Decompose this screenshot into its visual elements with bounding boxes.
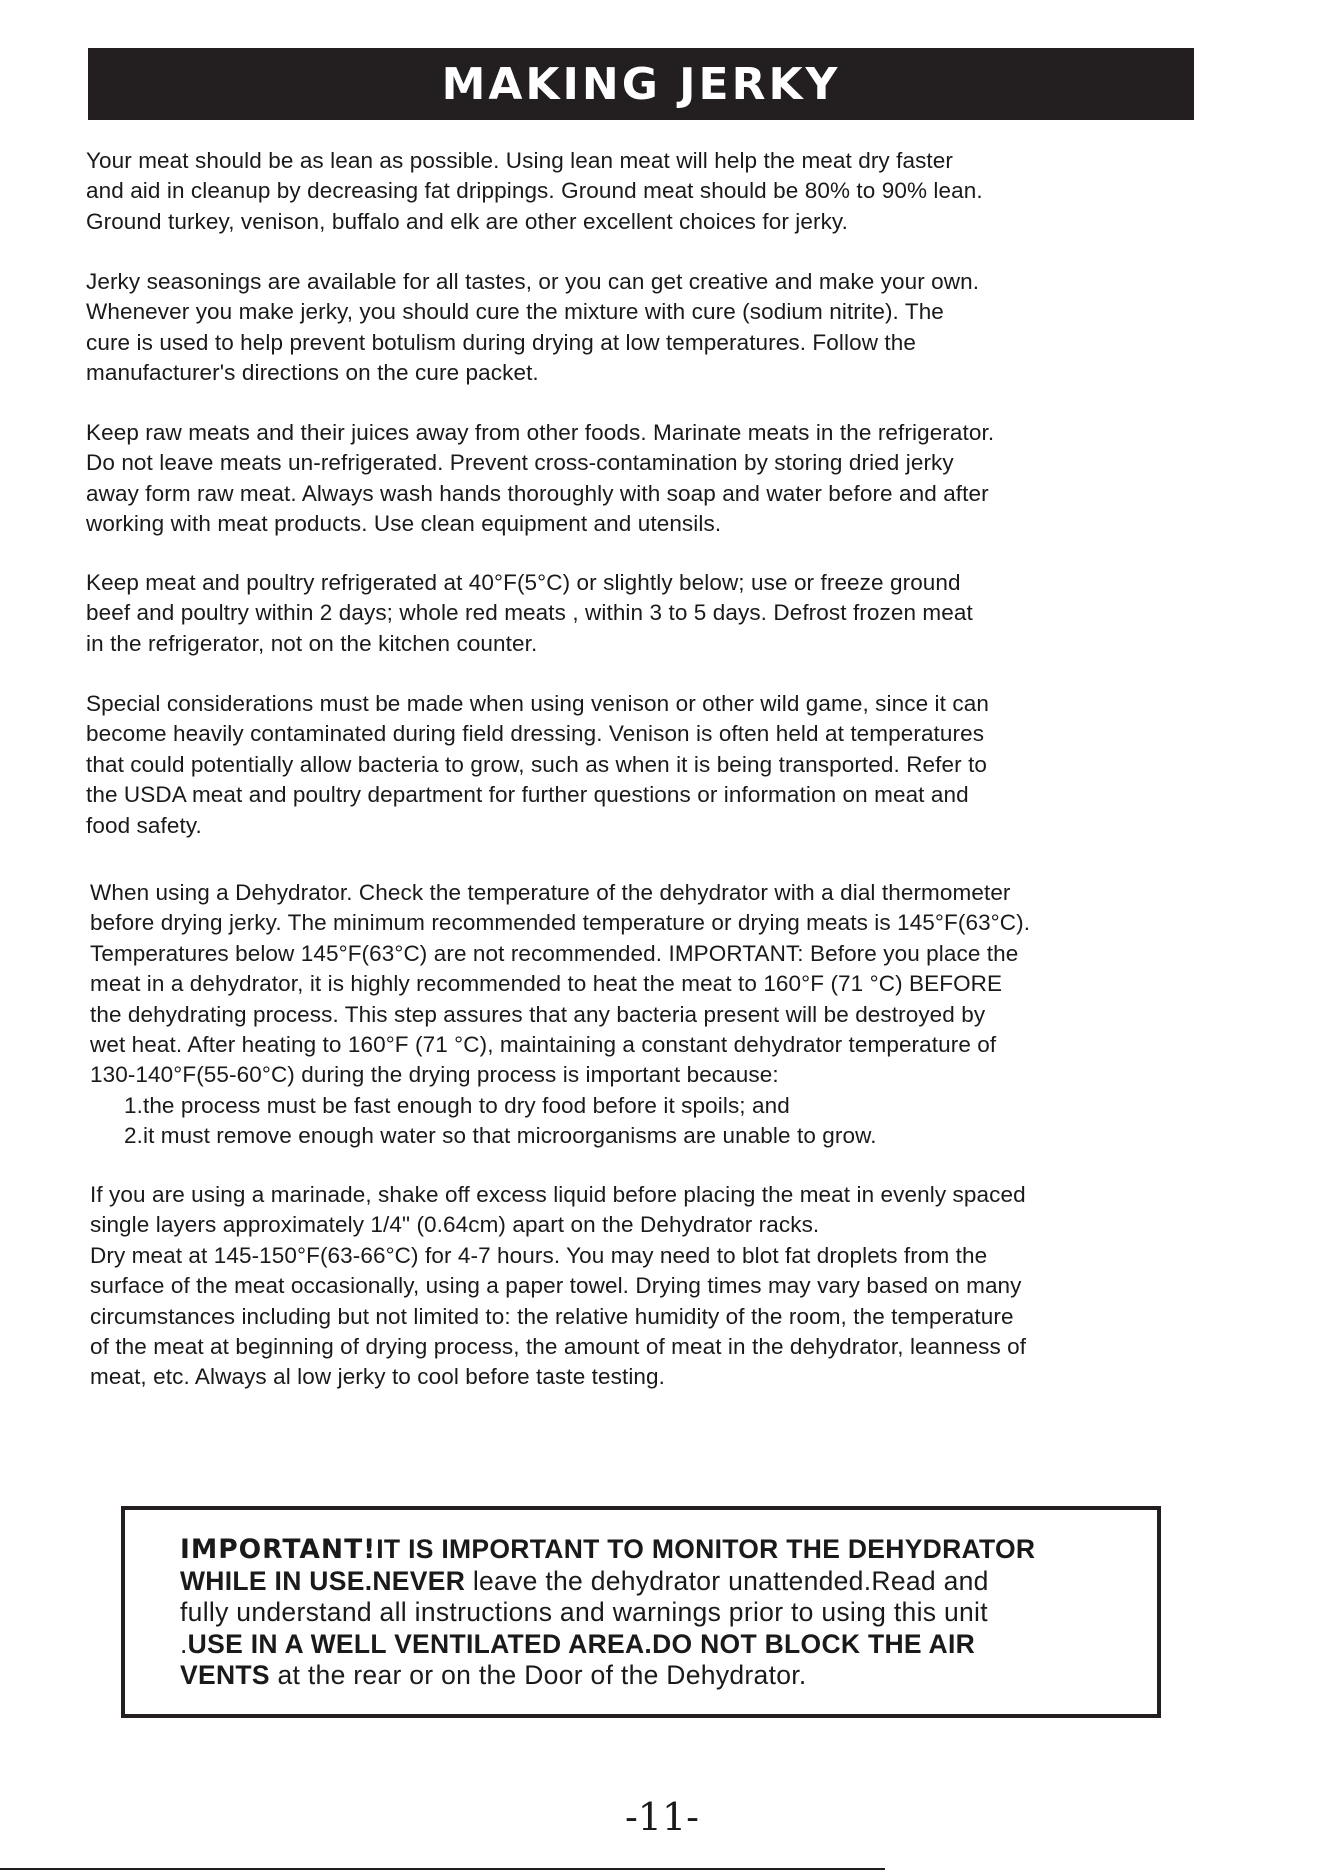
text-line: the USDA meat and poultry department for further questions or information on meat and xyxy=(86,782,969,808)
text-line: cure is used to help prevent botulism during drying at low temperatures. Follow the xyxy=(86,329,916,355)
text-line: and aid in cleanup by decreasing fat drippings. Ground meat should be 80% to 90% lean. xyxy=(86,178,983,204)
notice-bold-text: IT IS IMPORTANT TO MONITOR THE DEHYDRATOR xyxy=(376,1534,1036,1564)
text-line: Your meat should be as lean as possible. Using lean meat will help the meat dry faster xyxy=(86,148,953,173)
notice-text: at the rear or on the Door of the Dehydrator. xyxy=(269,1660,807,1690)
text-line: beef and poultry within 2 days; whole red meats , within 3 to 5 days. Defrost frozen meat xyxy=(86,600,973,626)
important-notice-box xyxy=(121,1506,1161,1718)
text-line: Keep meat and poultry refrigerated at 40°F(5°C) or slightly below; use or freeze ground xyxy=(86,570,961,595)
text-line: that could potentially allow bacteria to grow, such as when it is being transported. Refer to xyxy=(86,751,988,777)
text-line: Keep raw meats and their juices away from other foods. Marinate meats in the refrigerator. xyxy=(86,420,995,445)
text-line: meat, etc. Always al low jerky to cool before taste testing. xyxy=(90,1364,666,1390)
section-header-bar xyxy=(88,48,1194,120)
notice-line xyxy=(180,1534,1035,1566)
text-line: Jerky seasonings are available for all tastes, or you can get creative and make your own. xyxy=(86,269,980,294)
page-number: -11- xyxy=(624,1795,700,1839)
notice-bold-text: WHILE IN USE.NEVER xyxy=(180,1565,466,1596)
notice-line xyxy=(180,1597,1035,1629)
paragraph-seasonings xyxy=(86,267,979,389)
text-line: food safety. xyxy=(86,812,202,838)
text-line: meat in a dehydrator, it is highly recommended to heat the meat to 160°F (71 °C) BEFORE xyxy=(90,971,1003,997)
text-line: before drying jerky. The minimum recommended temperature or drying meats is 145°F(63°C). xyxy=(90,910,1031,936)
notice-text: . xyxy=(180,1628,188,1659)
notice-text: leave the dehydrator unattended.Read and xyxy=(465,1565,989,1596)
text-line: become heavily contaminated during field dressing. Venison is often held at temperatures xyxy=(86,721,985,747)
footer-rule xyxy=(0,1868,885,1870)
paragraph-wild-game xyxy=(86,689,989,841)
text-line: If you are using a marinade, shake off excess liquid before placing the meat in evenly spaced xyxy=(90,1182,1026,1207)
text-line: away form raw meat. Always wash hands thoroughly with soap and water before and after xyxy=(86,480,989,506)
text-line: wet heat. After heating to 160°F (71 °C), maintaining a constant dehydrator temperature of xyxy=(90,1032,997,1058)
text-line: in the refrigerator, not on the kitchen counter. xyxy=(86,630,538,656)
text-line: Ground turkey, venison, buffalo and elk are other excellent choices for jerky. xyxy=(86,208,848,234)
text-line: When using a Dehydrator. Check the temperature of the dehydrator with a dial thermometer xyxy=(90,880,1011,905)
notice-line xyxy=(180,1629,1035,1661)
text-line: the dehydrating process. This step assures that any bacteria present will be destroyed by xyxy=(90,1001,986,1027)
paragraph-raw-meat-handling xyxy=(86,418,994,540)
text-line: Dry meat at 145-150°F(63-66°C) for 4-7 hours. You may need to blot fat droplets from the xyxy=(90,1242,988,1268)
section-title: MAKING JERKY xyxy=(441,58,841,110)
list-item: 1.the process must be fast enough to dry food before it spoils; and xyxy=(124,1092,790,1118)
notice-line xyxy=(180,1566,1035,1598)
important-notice-text xyxy=(180,1534,1035,1692)
text-line: 130-140°F(55-60°C) during the drying process is important because: xyxy=(90,1062,779,1088)
notice-line xyxy=(180,1660,1035,1692)
text-line: Whenever you make jerky, you should cure the mixture with cure (sodium nitrite). The xyxy=(86,299,944,325)
list-item: 2.it must remove enough water so that microorganisms are unable to grow. xyxy=(124,1123,877,1149)
text-line: Temperatures below 145°F(63°C) are not recommended. IMPORTANT: Before you place the xyxy=(90,940,1019,966)
text-line: manufacturer's directions on the cure packet. xyxy=(86,360,539,386)
notice-bold-text: USE IN A WELL VENTILATED AREA.DO NOT BLOCK THE AIR xyxy=(187,1628,976,1659)
text-line: Special considerations must be made when using venison or other wild game, since it can xyxy=(86,691,989,716)
paragraph-marinade-drying xyxy=(90,1180,1026,1393)
text-line: single layers approximately 1/4" (0.64cm) apart on the Dehydrator racks. xyxy=(90,1212,820,1238)
text-line: circumstances including but not limited to: the relative humidity of the room, the temperature xyxy=(90,1303,1014,1329)
text-line: working with meat products. Use clean equipment and utensils. xyxy=(86,511,722,537)
notice-bold-text: VENTS xyxy=(180,1660,270,1690)
paragraph-lean-meat xyxy=(86,146,983,237)
important-label: IMPORTANT! xyxy=(180,1534,377,1565)
paragraph-refrigeration xyxy=(86,568,973,659)
text-line: of the meat at beginning of drying process, the amount of meat in the dehydrator, leanness of xyxy=(90,1334,1027,1360)
paragraph-dehydrator-temperature xyxy=(90,878,1030,1152)
text-line: surface of the meat occasionally, using a paper towel. Drying times may vary based on many xyxy=(90,1273,1022,1299)
text-line: Do not leave meats un-refrigerated. Prevent cross-contamination by storing dried jerky xyxy=(86,450,954,476)
notice-text: fully understand all instructions and warnings prior to using this unit xyxy=(180,1597,988,1627)
